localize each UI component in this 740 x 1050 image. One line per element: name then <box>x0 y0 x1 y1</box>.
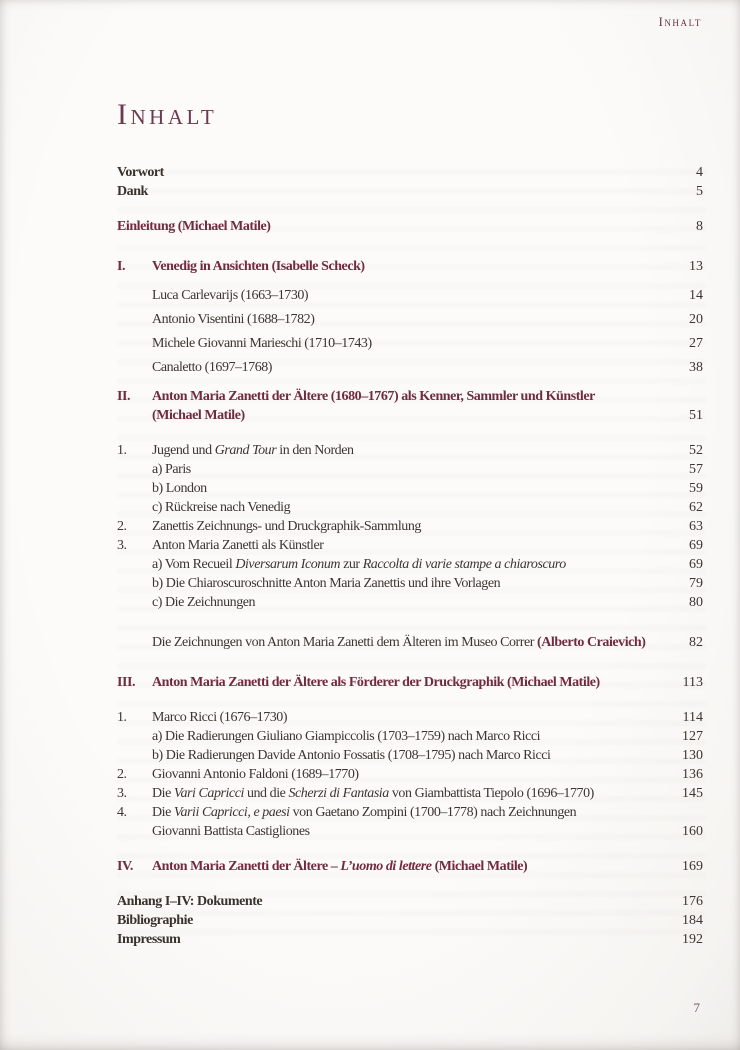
toc-row-text: a) Die Radierungen Giuliano Giampiccolis (1703–1759) nach Marco Ricci <box>152 729 541 744</box>
toc-row-text: c) Die Zeichnungen <box>152 595 256 610</box>
toc-row-text: Zanettis Zeichnungs- und Druckgraphik-Sammlung <box>152 519 421 534</box>
toc-row-text: Antonio Visentini (1688–1782) <box>152 312 315 327</box>
toc-row-page: 113 <box>682 675 703 690</box>
toc-row-number: I. <box>117 259 126 274</box>
toc-row-text: Canaletto (1697–1768) <box>152 360 273 375</box>
toc-row <box>117 498 703 517</box>
toc-row-page: 127 <box>682 729 703 744</box>
toc-row <box>117 765 703 784</box>
toc-row-text: b) Die Radierungen Davide Antonio Fossatis (1708–1795) nach Marco Ricci <box>152 748 551 763</box>
toc-row <box>117 479 703 498</box>
toc-row-text: Giovanni Battista Castigliones <box>152 824 310 839</box>
toc-row <box>117 746 703 765</box>
toc-row-text: Anton Maria Zanetti der Ältere als Förderer der Druckgraphik (Michael Matile) <box>152 675 600 690</box>
toc-row-number: III. <box>117 675 136 690</box>
toc-row <box>117 633 703 652</box>
toc-row-text: c) Rückreise nach Venedig <box>152 500 291 515</box>
toc-row-text: Dank <box>117 184 148 199</box>
toc-row <box>117 911 703 930</box>
toc-row <box>117 163 703 182</box>
toc-row-page: 130 <box>682 748 703 763</box>
toc-row <box>117 593 703 612</box>
toc-row <box>117 460 703 479</box>
toc-row-text: Marco Ricci (1676–1730) <box>152 710 288 725</box>
toc-row-text: a) Vom Recueil Diversarum Iconum zur Raccolta di varie stampe a chiaroscuro <box>152 557 566 572</box>
toc-row <box>117 286 703 305</box>
toc-row <box>117 387 703 406</box>
toc-row-number: 3. <box>117 538 127 553</box>
toc-row-page: 59 <box>689 481 703 496</box>
toc-row-number: IV. <box>117 859 133 874</box>
toc-row-number: 3. <box>117 786 127 801</box>
toc-row-page: 79 <box>689 576 703 591</box>
toc-row-page: 62 <box>689 500 703 515</box>
toc-row <box>117 217 703 236</box>
toc-row-page: 13 <box>689 259 703 274</box>
toc-row-text: Impressum <box>117 932 181 947</box>
toc-row-page: 160 <box>682 824 703 839</box>
toc-row-text: b) London <box>152 481 207 496</box>
toc-row-text: Venedig in Ansichten (Isabelle Scheck) <box>152 259 365 274</box>
toc-row <box>117 822 703 841</box>
toc-row-page: 63 <box>689 519 703 534</box>
toc-row-page: 27 <box>689 336 703 351</box>
toc-row <box>117 406 703 425</box>
toc-row <box>117 930 703 949</box>
toc-row <box>117 857 703 876</box>
toc-row-page: 57 <box>689 462 703 477</box>
toc-row <box>117 892 703 911</box>
toc-row-text: Einleitung (Michael Matile) <box>117 219 271 234</box>
page-number-footer: 7 <box>693 1000 700 1015</box>
toc-row-text: a) Paris <box>152 462 191 477</box>
toc-row <box>117 257 703 276</box>
toc-row <box>117 536 703 555</box>
toc-row-page: 69 <box>689 538 703 553</box>
toc-row-page: 38 <box>689 360 703 375</box>
toc-row <box>117 727 703 746</box>
toc-row-text: Die Vari Capricci und die Scherzi di Fantasia von Giambattista Tiepolo (1696–1770) <box>152 786 594 801</box>
toc-row-text: Die Varii Capricci, e paesi von Gaetano Zompini (1700–1778) nach Zeichnungen <box>152 805 577 820</box>
page-title: Inhalt <box>117 98 218 131</box>
toc-row-page: 51 <box>689 408 703 423</box>
toc-row-page: 4 <box>696 165 703 180</box>
toc-row-text: Michele Giovanni Marieschi (1710–1743) <box>152 336 372 351</box>
toc-row-number: 1. <box>117 443 127 458</box>
toc-row-number: 2. <box>117 519 127 534</box>
toc-row-number: II. <box>117 389 131 404</box>
toc-row-page: 5 <box>696 184 703 199</box>
toc-row <box>117 708 703 727</box>
toc-row-text: Luca Carlevarijs (1663–1730) <box>152 288 309 303</box>
toc-row <box>117 784 703 803</box>
toc-row-page: 14 <box>689 288 703 303</box>
toc-row-page: 52 <box>689 443 703 458</box>
toc-row-text: Jugend und Grand Tour in den Norden <box>152 443 354 458</box>
toc-row-page: 69 <box>689 557 703 572</box>
toc-row <box>117 673 703 692</box>
toc-row-page: 80 <box>689 595 703 610</box>
toc-row-page: 176 <box>682 894 703 909</box>
toc-row <box>117 358 703 377</box>
toc-row-text: (Michael Matile) <box>152 408 245 423</box>
toc-row <box>117 334 703 353</box>
toc-content <box>117 0 703 949</box>
toc-row <box>117 803 703 822</box>
toc-row-page: 8 <box>696 219 703 234</box>
toc-row-text: Bibliographie <box>117 913 193 928</box>
toc-row-text: Anton Maria Zanetti als Künstler <box>152 538 324 553</box>
toc-row-page: 192 <box>682 932 703 947</box>
toc-row-text: Anton Maria Zanetti der Ältere – L’uomo di lettere (Michael Matile) <box>152 859 528 874</box>
toc-list <box>117 163 703 949</box>
toc-row-text: Die Zeichnungen von Anton Maria Zanetti dem Älteren im Museo Correr (Alberto Craievich) <box>152 635 646 650</box>
toc-row <box>117 517 703 536</box>
toc-row <box>117 182 703 201</box>
toc-row-text: Vorwort <box>117 165 164 180</box>
toc-row-page: 169 <box>682 859 703 874</box>
toc-row <box>117 555 703 574</box>
toc-row <box>117 441 703 460</box>
toc-row-page: 82 <box>689 635 703 650</box>
toc-row-text: Giovanni Antonio Faldoni (1689–1770) <box>152 767 359 782</box>
toc-row-number: 1. <box>117 710 127 725</box>
running-head: Inhalt <box>658 15 702 29</box>
toc-row-page: 136 <box>682 767 703 782</box>
toc-row-page: 114 <box>682 710 703 725</box>
toc-row <box>117 310 703 329</box>
toc-row-text: Anhang I–IV: Dokumente <box>117 894 263 909</box>
toc-row-text: Anton Maria Zanetti der Ältere (1680–1767) als Kenner, Sammler und Künstler <box>152 389 595 404</box>
toc-row-number: 2. <box>117 767 127 782</box>
toc-row-page: 145 <box>682 786 703 801</box>
toc-row-page: 20 <box>689 312 703 327</box>
toc-row <box>117 574 703 593</box>
toc-row-page: 184 <box>682 913 703 928</box>
toc-row-number: 4. <box>117 805 127 820</box>
toc-row-text: b) Die Chiaroscuroschnitte Anton Maria Zanettis und ihre Vorlagen <box>152 576 501 591</box>
